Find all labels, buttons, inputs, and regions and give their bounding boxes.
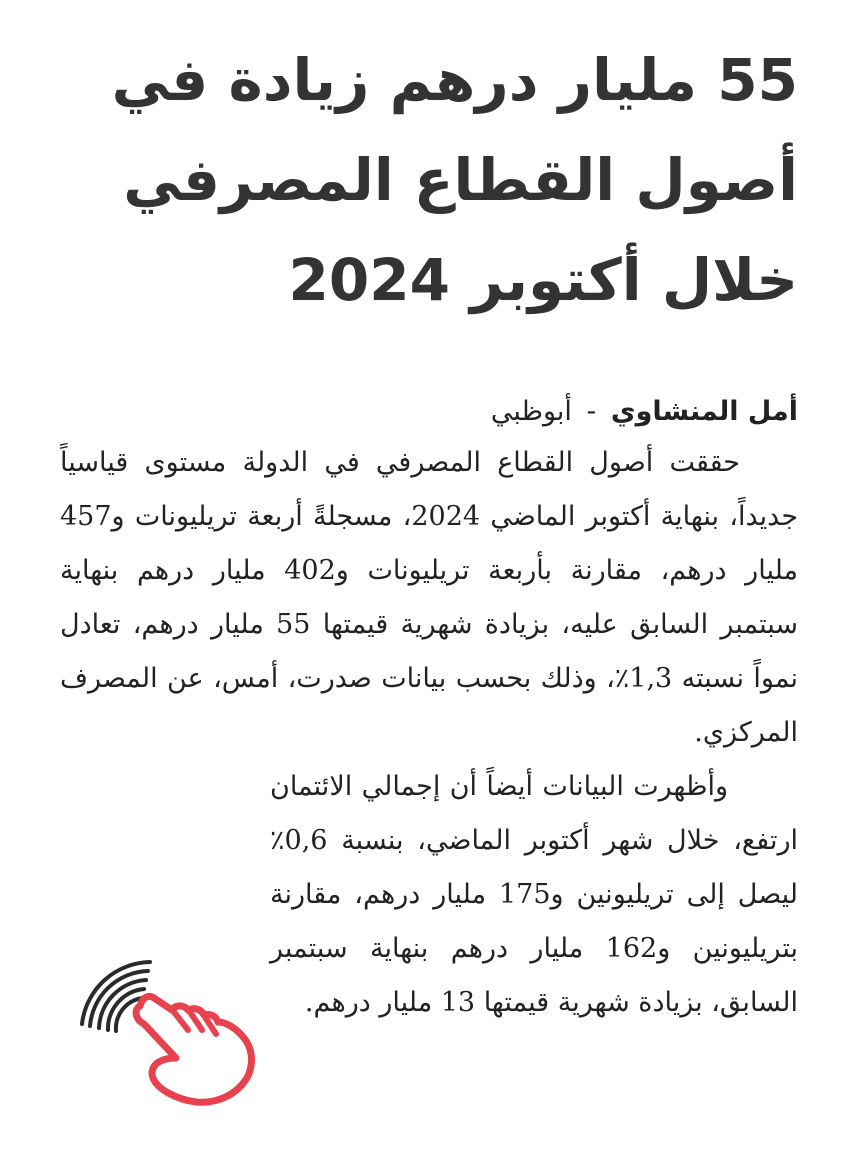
dateline-location: أبوظبي [490, 396, 572, 427]
headline-line-2: أصول القطاع المصرفي [123, 146, 798, 214]
paragraph-1: حققت أصول القطاع المصرفي في الدولة مستوى قياسياً جديداً، بنهاية أكتوبر الماضي 2024، مسجلةً أربعة تريليونات و457 مليار درهم، مقارنة بأربعة تريليونات و402 مليار درهم بنهاية سبتمبر السابق عليه، بزيادة شهرية قيمتها 55 مليار درهم، تعادل نمواً نسبته 1,3٪، وذلك بحسب بيانات صدرت، أمس، عن المصرف المركزي. [60, 447, 799, 748]
author-name: أمل المنشاوي [610, 396, 798, 427]
article [60, 30, 798, 1060]
headline-line-3: خلال أكتوبر 2024 [288, 246, 798, 314]
headline [60, 30, 798, 330]
paragraph-2: وأظهرت البيانات أيضاً أن إجمالي الائتمان ارتفع، خلال شهر أكتوبر الماضي، بنسبة 0,6٪ ليصل إلى تريليونين و175 مليار درهم، مقارنة بتريليونين و162 مليار درهم بنهاية سبتمبر السابق، بزيادة شهرية قيمتها 13 مليار درهم. [270, 771, 799, 1018]
tap-hand-icon [78, 958, 258, 1108]
article-body [60, 436, 798, 1030]
byline [60, 388, 798, 436]
byline-separator: - [586, 396, 597, 427]
headline-line-1: 55 مليار درهم زيادة في [111, 46, 798, 114]
